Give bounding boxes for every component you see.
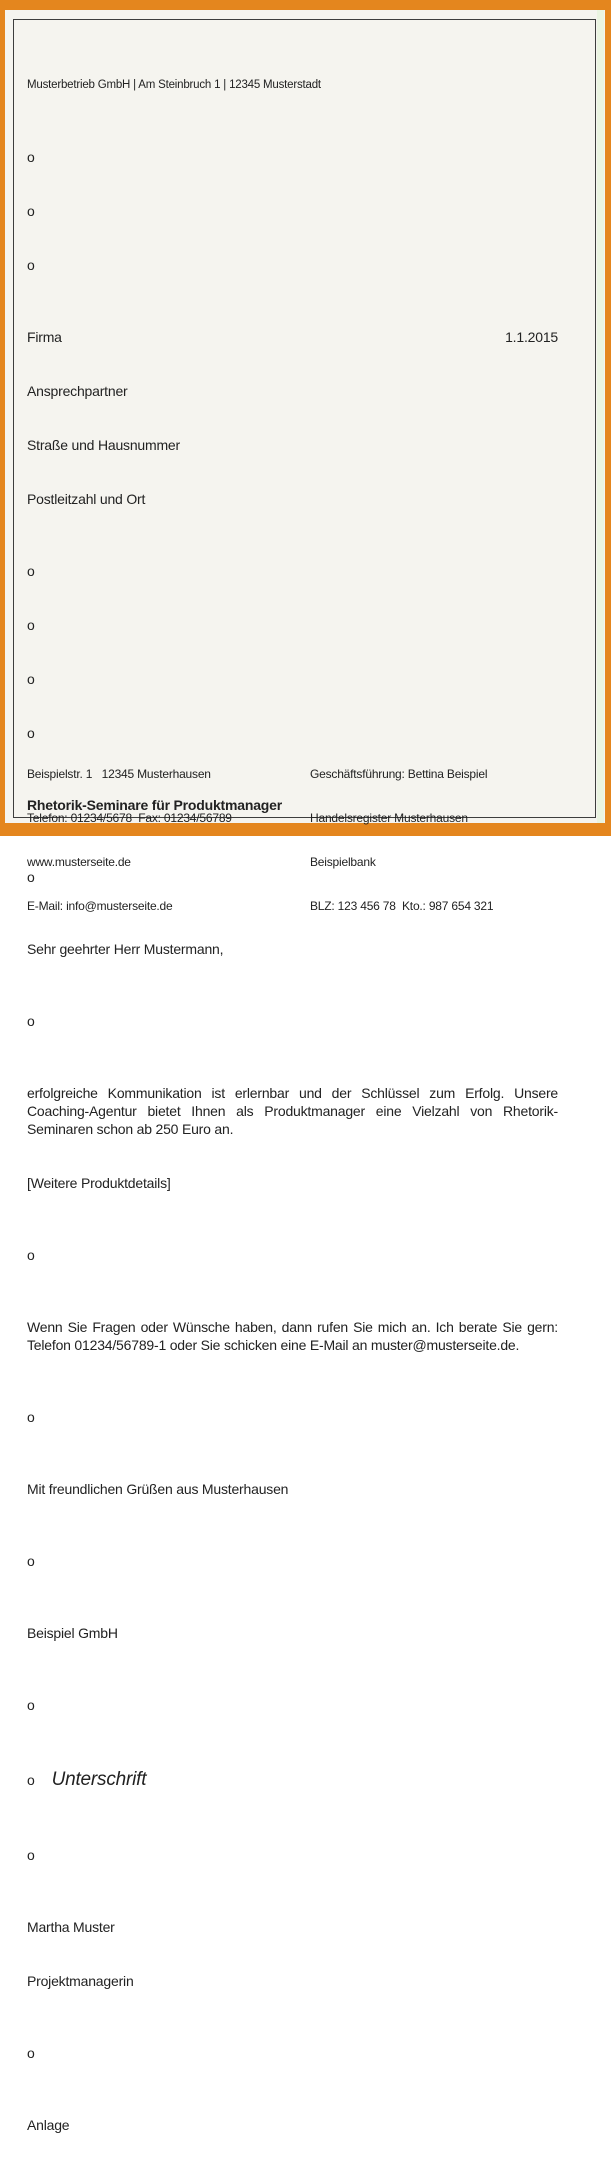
empty-paragraph-marker: o — [27, 2045, 35, 2061]
footer-bank-name: Beispielbank — [310, 854, 376, 869]
footer-legal-block — [310, 738, 558, 942]
letter-footer — [27, 738, 558, 942]
empty-paragraph-marker: o — [27, 149, 35, 165]
empty-paragraph-marker: o — [27, 869, 35, 885]
letter-body — [27, 40, 562, 2170]
empty-paragraph-marker: o — [27, 203, 35, 219]
recipient-date-row — [27, 328, 558, 346]
footer-register: Handelsregister Musterhausen — [310, 810, 468, 825]
empty-paragraph-marker: o — [27, 563, 35, 579]
recipient-company-line: Firma — [27, 329, 62, 345]
letter-date: 1.1.2015 — [505, 329, 558, 345]
empty-paragraph-marker: o — [27, 617, 35, 633]
recipient-contact-line: Ansprechpartner — [27, 383, 128, 399]
empty-paragraph-marker: o — [27, 725, 35, 741]
signer-title-line: Projektmanagerin — [27, 1973, 134, 1989]
signature-placeholder: Unterschrift — [51, 1769, 147, 1790]
empty-paragraph-marker: o — [27, 1409, 35, 1425]
signature-row — [27, 1768, 558, 1792]
top-accent-bar — [0, 0, 611, 10]
body-paragraph-2: Wenn Sie Fragen oder Wünsche haben, dann rufen Sie mich an. Ich berate Sie gern: Telefon 01234/56789-1 oder Sie schicken eine E-Mail an muster@musterseite.de. — [27, 1319, 562, 1353]
enclosure-line: Anlage — [27, 2117, 70, 2133]
footer-email: E-Mail: info@musterseite.de — [27, 898, 173, 913]
right-green-strip — [597, 10, 604, 823]
empty-paragraph-marker: o — [27, 671, 35, 687]
closing-line: Mit freundlichen Grüßen aus Musterhausen — [27, 1481, 289, 1497]
empty-paragraph-marker: o — [27, 1772, 35, 1788]
recipient-street-line: Straße und Hausnummer — [27, 437, 180, 453]
subject-line: Rhetorik-Seminare für Produktmanager — [27, 797, 282, 813]
footer-management: Geschäftsführung: Bettina Beispiel — [310, 767, 488, 782]
empty-paragraph-marker: o — [27, 1247, 35, 1263]
product-details-placeholder: [Weitere Produktdetails] — [27, 1175, 171, 1191]
empty-paragraph-marker: o — [27, 1553, 35, 1569]
footer-address-block — [27, 738, 310, 942]
footer-website: www.musterseite.de — [27, 854, 131, 869]
empty-paragraph-marker: o — [27, 1013, 35, 1029]
footer-street-city: Beispielstr. 1 12345 Musterhausen — [27, 767, 211, 782]
footer-bank-numbers: BLZ: 123 456 78 Kto.: 987 654 321 — [310, 898, 494, 913]
empty-paragraph-marker: o — [27, 1847, 35, 1863]
empty-paragraph-marker: o — [27, 1697, 35, 1713]
recipient-city-line: Postleitzahl und Ort — [27, 491, 146, 507]
company-line: Beispiel GmbH — [27, 1625, 118, 1641]
left-accent-bar — [0, 10, 5, 823]
signer-name-line: Martha Muster — [27, 1919, 115, 1935]
right-accent-bar — [605, 10, 611, 823]
body-paragraph-1: erfolgreiche Kommunikation ist erlernbar und der Schlüssel zum Erfolg. Unsere Coaching-Agentur bietet Ihnen als Produktmanager eine Vielzahl von Rhetorik-Seminaren schon ab 250 Euro an. — [27, 1085, 562, 1137]
salutation-line: Sehr geehrter Herr Mustermann, — [27, 941, 224, 957]
empty-paragraph-marker: o — [27, 257, 35, 273]
footer-phone-fax: Telefon: 01234/5678 Fax: 01234/56789 — [27, 810, 232, 825]
sender-line: Musterbetrieb GmbH | Am Steinbruch 1 | 12345 Musterstadt — [27, 79, 321, 91]
